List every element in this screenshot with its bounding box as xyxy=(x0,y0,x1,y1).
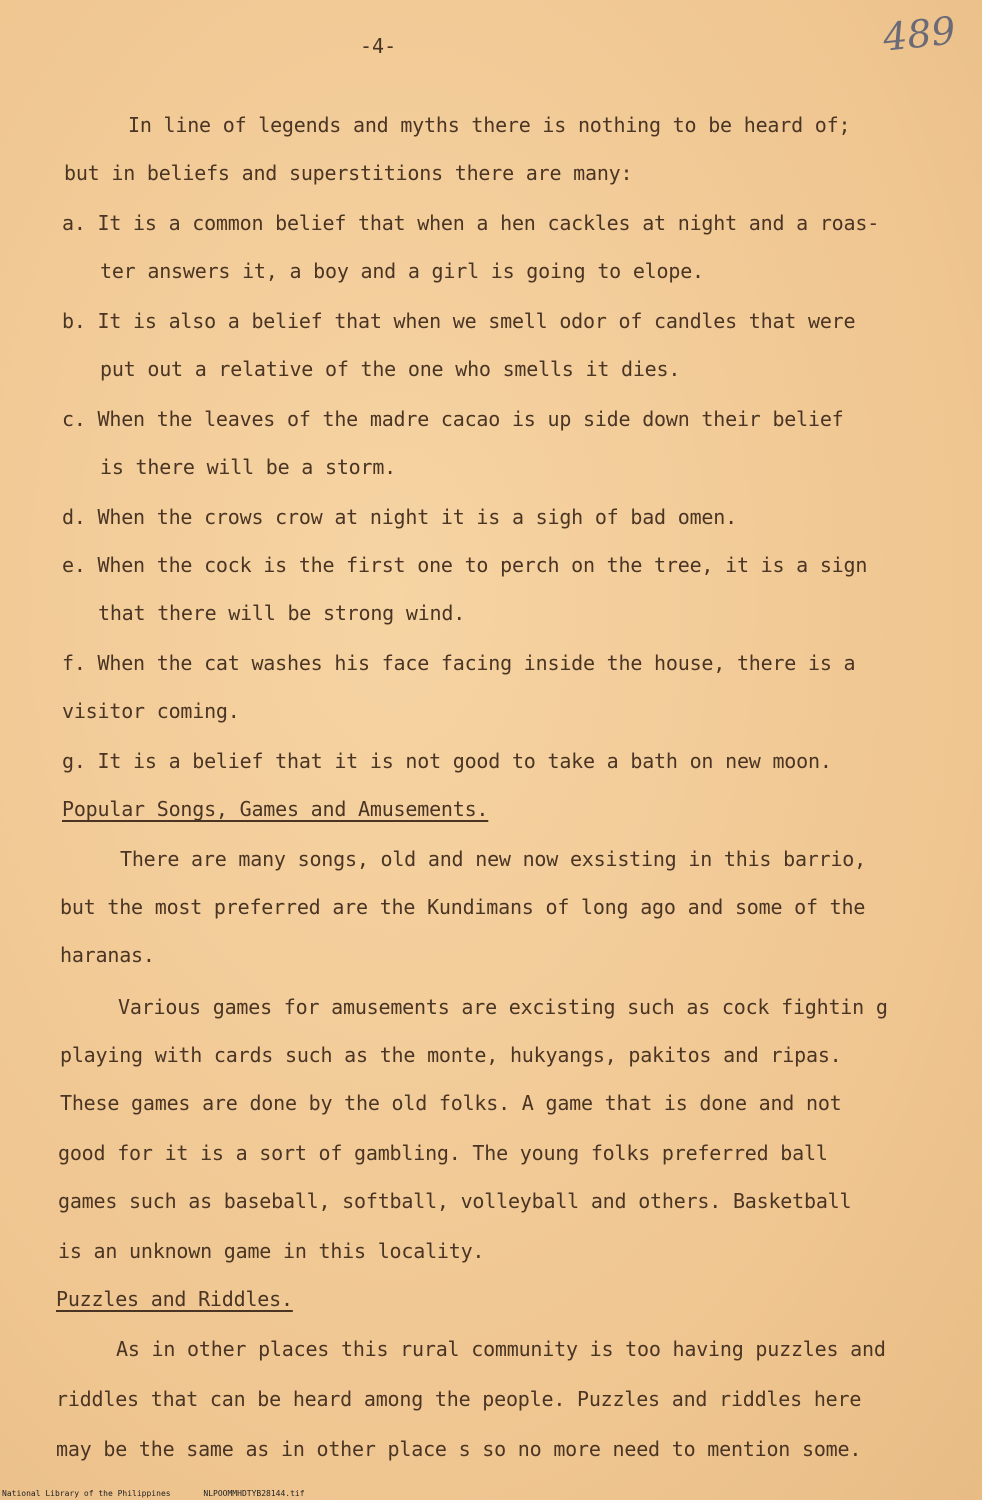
footer-file-id: NLPOOMMHDTYB28144.tif xyxy=(203,1489,305,1498)
puzzles-line-1: As in other places this rural community is too having puzzles and xyxy=(116,1337,886,1361)
belief-a-line-1: a. It is a common belief that when a hen cackles at night and a roas- xyxy=(62,211,880,235)
belief-a-line-2: ter answers it, a boy and a girl is going to elope. xyxy=(100,259,704,283)
belief-f-line-1: f. When the cat washes his face facing inside the house, there is a xyxy=(62,651,856,675)
puzzles-line-2: riddles that can be heard among the people. Puzzles and riddles here xyxy=(56,1387,862,1411)
belief-c-line-1: c. When the leaves of the madre cacao is up side down their belief xyxy=(62,407,844,431)
heading-puzzles-riddles: Puzzles and Riddles. xyxy=(56,1287,293,1311)
belief-b-line-1: b. It is also a belief that when we smell odor of candles that were xyxy=(62,309,856,333)
games-line-3: These games are done by the old folks. A game that is done and not xyxy=(60,1091,842,1115)
games-line-6: is an unknown game in this locality. xyxy=(58,1239,485,1263)
scan-footer xyxy=(2,1489,333,1498)
belief-f-line-2: visitor coming. xyxy=(62,699,240,723)
intro-line-1: In line of legends and myths there is nothing to be heard of; xyxy=(128,113,851,137)
belief-e-line-1: e. When the cock is the first one to perch on the tree, it is a sign xyxy=(62,553,868,577)
belief-e-line-2: that there will be strong wind. xyxy=(98,601,466,625)
songs-line-1: There are many songs, old and new now exsisting in this barrio, xyxy=(120,847,866,871)
games-line-5: games such as baseball, softball, volleyball and others. Basketball xyxy=(58,1189,852,1213)
songs-line-3: haranas. xyxy=(60,943,155,967)
games-line-4: good for it is a sort of gambling. The young folks preferred ball xyxy=(58,1141,828,1165)
songs-line-2: but the most preferred are the Kundimans of long ago and some of the xyxy=(60,895,866,919)
belief-b-line-2: put out a relative of the one who smells it dies. xyxy=(100,357,681,381)
intro-line-2: but in beliefs and superstitions there are many: xyxy=(64,161,633,185)
handwritten-page-number: 489 xyxy=(881,8,959,60)
page-number: -4- xyxy=(360,34,397,58)
games-line-1: Various games for amusements are excisting such as cock fightin g xyxy=(118,995,888,1019)
heading-songs-games: Popular Songs, Games and Amusements. xyxy=(62,797,489,821)
belief-c-line-2: is there will be a storm. xyxy=(100,455,397,479)
belief-g-line-1: g. It is a belief that it is not good to take a bath on new moon. xyxy=(62,749,832,773)
games-line-2: playing with cards such as the monte, hukyangs, pakitos and ripas. xyxy=(60,1043,842,1067)
puzzles-line-3: may be the same as in other place s so no more need to mention some. xyxy=(56,1437,862,1461)
footer-library: National Library of the Philippines xyxy=(2,1489,171,1498)
belief-d-line-1: d. When the crows crow at night it is a sigh of bad omen. xyxy=(62,505,737,529)
